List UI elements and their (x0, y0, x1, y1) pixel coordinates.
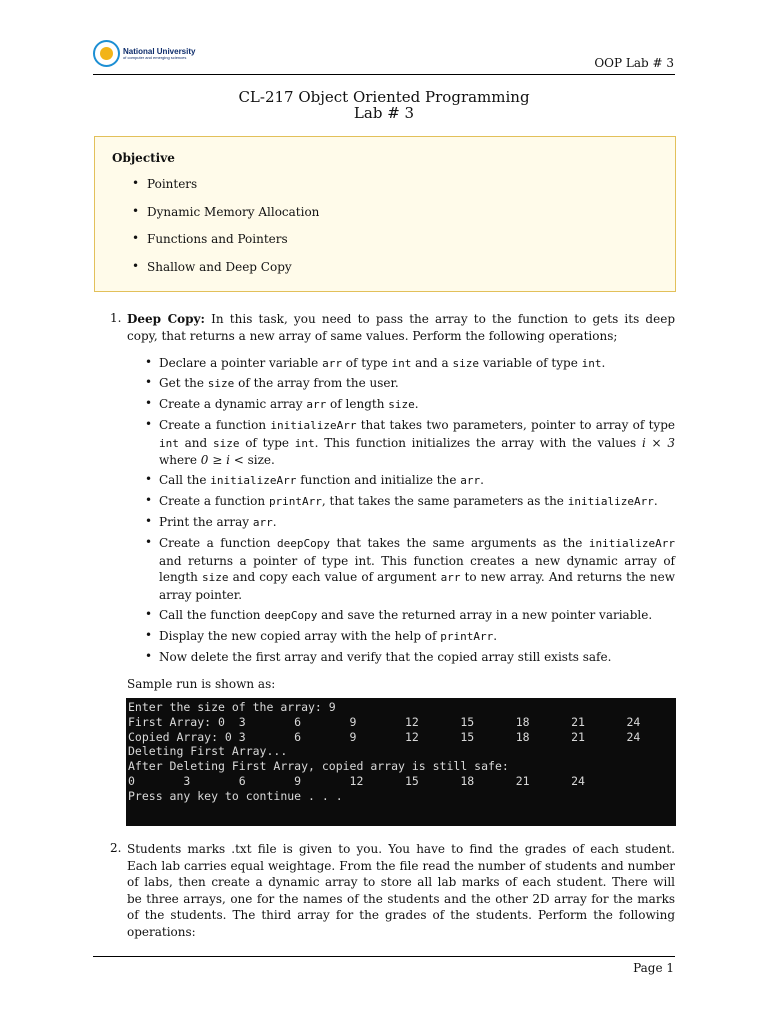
task-1-bullet: • Create a function printArr, that takes the same parameters as the initializeArr. (145, 493, 658, 508)
task-1-heading: Deep Copy: (127, 312, 205, 326)
task-1-bullet: • Display the new copied array with the help of printArr. (145, 628, 498, 643)
page-number: Page 1 (633, 961, 674, 975)
task-1-bullet: • Create a function deepCopy that takes the same arguments as the initializeArr and returns a pointer of type int. This function creates a new dynamic array of length size and copy each value of argument arr to new array. And returns the new array pointer. (145, 535, 675, 602)
document-subtitle: Lab # 3 (353, 104, 415, 122)
task-1-bullet: • Print the array arr. (145, 514, 277, 529)
university-logo (93, 40, 195, 67)
task-1-bullet: • Declare a pointer variable arr of type int and a size variable of type int. (145, 355, 606, 370)
objective-item: • Dynamic Memory Allocation (132, 205, 319, 233)
console-line: Deleting First Array... (128, 744, 288, 759)
objective-item: • Pointers (132, 177, 319, 205)
console-line: 0 3 6 9 12 15 18 21 24 (128, 773, 585, 788)
objective-list (132, 177, 319, 287)
university-emblem-icon (93, 40, 120, 67)
document-title: CL-217 Object Oriented Programming (238, 88, 530, 106)
console-line: Copied Array: 0 3 6 9 12 15 18 21 24 (128, 729, 641, 744)
task-1-bullet: • Call the initializeArr function and initialize the arr. (145, 472, 484, 487)
task-1-bullet: • Get the size of the array from the user. (145, 375, 399, 390)
console-output (126, 698, 676, 826)
objective-item: • Shallow and Deep Copy (132, 260, 319, 288)
footer-divider (93, 956, 675, 957)
task-2-text: Students marks .txt file is given to you. You have to find the grades of each student. Each lab carries equal weightage. From the file read the number of students and number of labs, then create a dynamic array to store all lab marks of each student. There will be three arrays, one for the names of the students and the other 2D array for the marks of the students. The third array for the grades of the students. Perform the following operations: (127, 842, 675, 939)
task-2-number: 2. (110, 841, 122, 855)
console-line: After Deleting First Array, copied array is still safe: (128, 759, 509, 774)
console-line: First Array: 0 3 6 9 12 15 18 21 24 (128, 714, 641, 729)
task-1-intro (127, 311, 675, 344)
console-line: Press any key to continue . . . (128, 788, 343, 803)
header-divider (93, 74, 675, 75)
objective-box (94, 136, 676, 292)
logo-title: National University (123, 46, 196, 56)
task-1-number: 1. (110, 311, 122, 325)
task-1-bullet: • Now delete the first array and verify that the copied array still exists safe. (145, 649, 612, 664)
task-1-bullet: • Create a dynamic array arr of length size. (145, 396, 419, 411)
task-1-bullet: • Call the function deepCopy and save the returned array in a new pointer variable. (145, 607, 653, 622)
logo-subtitle: of computer and emerging sciences (123, 54, 187, 60)
console-line: Enter the size of the array: 9 (128, 700, 336, 714)
objective-heading: Objective (112, 151, 175, 165)
task-1-intro-line: In this task, you need to pass the array to the function to gets its deep (211, 312, 675, 326)
task-1-intro-line: copy, that returns a new array of same values. Perform the following operations; (127, 328, 618, 343)
objective-item: • Functions and Pointers (132, 232, 319, 260)
header-lab-label: OOP Lab # 3 (594, 56, 674, 70)
sample-run-label: Sample run is shown as: (127, 677, 276, 691)
task-1-bullet: • Create a function initializeArr that takes two parameters, pointer to array of type int and size of type int. This function initializes the array with the values i × 3 where 0 ≥ i < size. (145, 417, 676, 467)
